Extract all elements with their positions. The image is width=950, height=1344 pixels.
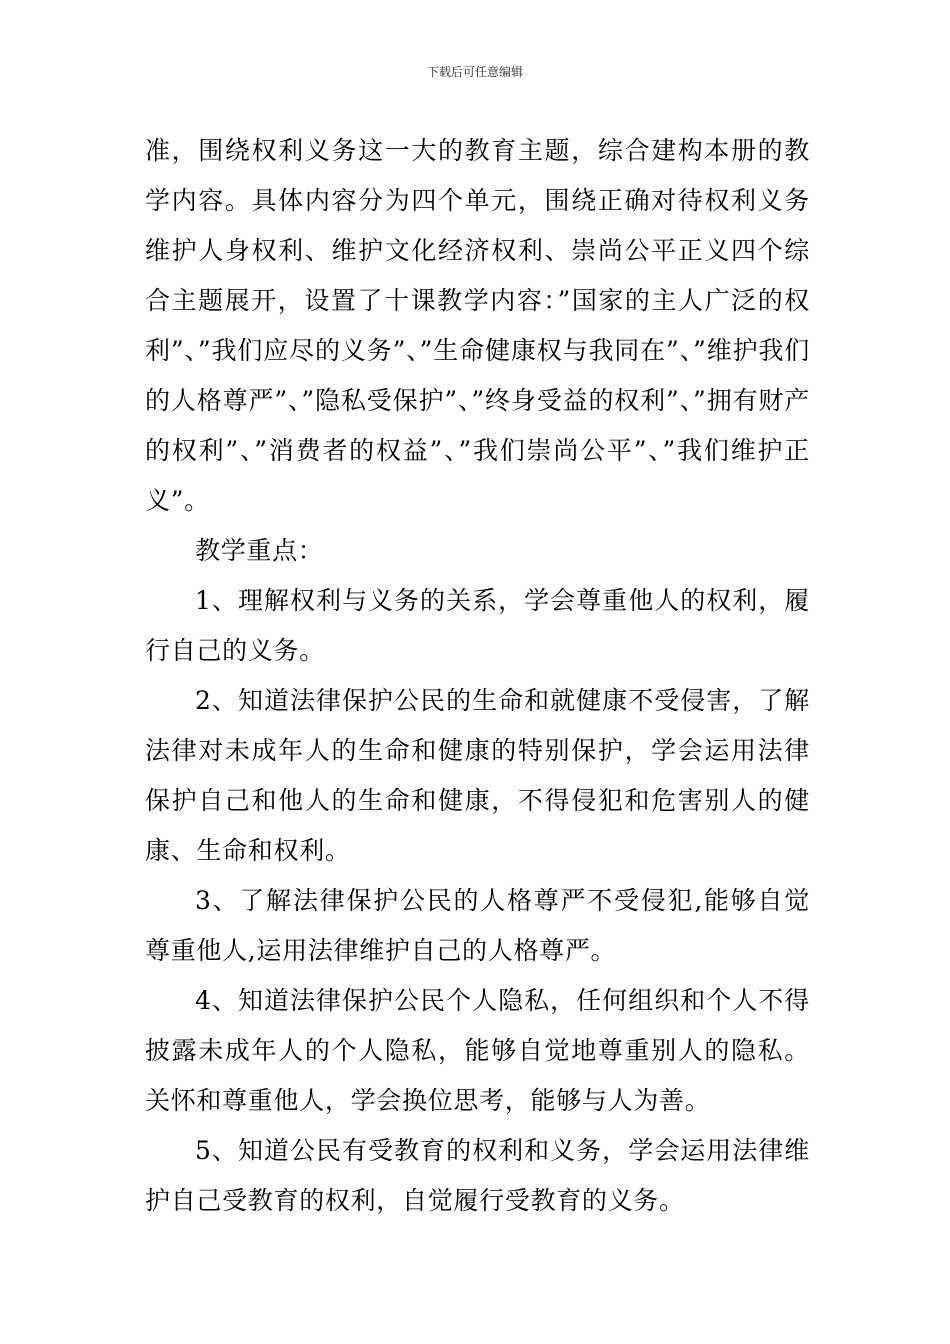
- paragraph-point-5: 5、知道公民有受教育的权利和义务，学会运用法律维护自己受教育的权利，自觉履行受教育的义务。: [145, 1136, 810, 1215]
- section-heading-teaching-focus: 教学重点：: [195, 536, 324, 565]
- page-header-note: 下载后可任意编辑: [426, 65, 523, 79]
- document-body: [145, 126, 810, 1226]
- paragraph-point-4: 4、知道法律保护公民个人隐私，任何组织和个人不得披露未成年人的个人隐私，能够自觉地尊重别人的隐私。关怀和尊重他人，学会换位思考，能够与人为善。: [145, 986, 810, 1115]
- paragraph-point-2: 2、知道法律保护公民的生命和就健康不受侵害，了解法律对未成年人的生命和健康的特别保护，学会运用法律保护自己和他人的生命和健康，不得侵犯和危害别人的健康、生命和权利。: [145, 686, 810, 865]
- paragraph-point-3: 3、了解法律保护公民的人格尊严不受侵犯,能够自觉尊重他人,运用法律维护自己的人格尊严。: [145, 886, 810, 965]
- paragraph-continuation: 准，围绕权利义务这一大的教育主题，综合建构本册的教学内容。具体内容分为四个单元，围绕正确对待权利义务维护人身权利、维护文化经济权利、崇尚公平正义四个综合主题展开，设置了十课教学内容：”国家的主人广泛的权利”、”我们应尽的义务”、”生命健康权与我同在”、”维护我们的人格尊严”、”隐私受保护”、”终身受益的权利”、”拥有财产的权利”、”消费者的权益”、”我们崇尚公平”、”我们维护正义”。: [145, 136, 810, 515]
- paragraph-point-1: 1、理解权利与义务的关系，学会尊重他人的权利，履行自己的义务。: [145, 586, 810, 665]
